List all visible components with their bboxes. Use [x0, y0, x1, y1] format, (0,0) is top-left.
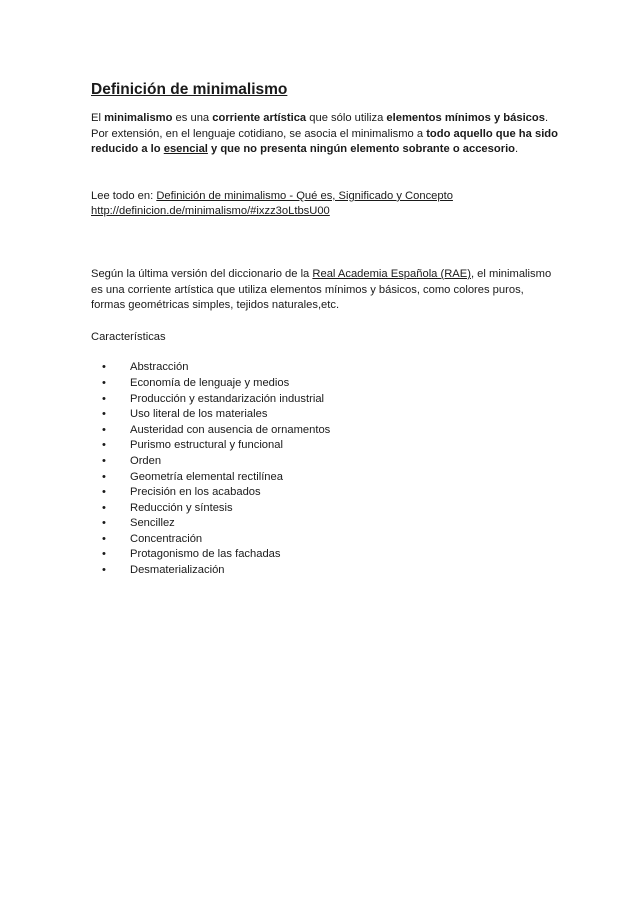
list-item-text: Concentración: [130, 532, 203, 545]
intro-bold-sobrante: y que no presenta ningún elemento sobrante o accesorio: [207, 143, 516, 156]
read-more-title-link[interactable]: Definición de minimalismo - Qué es, Significado y Concepto: [156, 189, 453, 202]
read-more-url-link[interactable]: http://definicion.de/minimalismo/#ixzz3oLtbsU00: [91, 205, 330, 218]
characteristics-heading: Características: [91, 330, 166, 343]
list-item: [91, 423, 561, 439]
page-title: Definición de minimalismo: [91, 81, 288, 98]
intro-paragraph: [91, 111, 561, 158]
rae-text-1: Según la última versión del diccionario de la: [91, 267, 313, 280]
bullet-icon: •: [102, 532, 106, 545]
list-item: [91, 563, 561, 579]
intro-text-4: . Por extensión, en el lenguaje cotidiano, se asocia el minimalismo a: [91, 112, 549, 140]
list-item-text: Orden: [130, 454, 162, 467]
intro-bold-elementos: elementos mínimos y básicos: [386, 112, 545, 124]
list-item-text: Protagonismo de las fachadas: [130, 548, 281, 561]
list-item: [91, 516, 561, 532]
intro-link-esencial[interactable]: esencial: [163, 143, 208, 156]
list-item: [91, 407, 561, 423]
rae-text-2: , el minimalismo es una corriente artística que utiliza elementos mínimos y básicos, como colores puros, formas geométricas simples, tejidos naturales,etc.: [91, 267, 552, 312]
list-item-text: Economía de lenguaje y medios: [130, 376, 290, 389]
list-item-text: Sencillez: [130, 517, 175, 530]
read-more-prefix: Lee todo en:: [91, 189, 157, 202]
list-item: [91, 376, 561, 392]
list-item-text: Abstracción: [130, 361, 189, 374]
list-item: [91, 532, 561, 548]
document-body: [91, 80, 561, 579]
bullet-icon: •: [102, 454, 106, 467]
read-more-paragraph: [91, 189, 561, 220]
bullet-icon: •: [102, 423, 106, 436]
intro-bold-todo-aquello: todo aquello que ha sido reducido a lo: [91, 127, 558, 156]
list-item: [91, 392, 561, 408]
intro-text-5: .: [515, 143, 519, 156]
list-item: [91, 438, 561, 454]
bullet-icon: •: [102, 486, 106, 499]
list-item: [91, 547, 561, 563]
list-item: [91, 485, 561, 501]
bullet-icon: •: [102, 470, 106, 483]
bullet-icon: •: [102, 564, 106, 577]
list-item: [91, 360, 561, 376]
bullet-icon: •: [102, 548, 106, 561]
list-item-text: Austeridad con ausencia de ornamentos: [130, 423, 331, 436]
list-item-text: Reducción y síntesis: [130, 501, 233, 514]
bullet-icon: •: [102, 376, 106, 389]
list-item-text: Uso literal de los materiales: [130, 408, 268, 421]
bullet-icon: •: [102, 361, 106, 374]
list-item-text: Precisión en los acabados: [130, 486, 261, 499]
bullet-icon: •: [102, 501, 106, 514]
bullet-icon: •: [102, 517, 106, 530]
list-item: [91, 454, 561, 470]
rae-link[interactable]: Real Academia Española (RAE): [312, 267, 471, 280]
intro-text-3: que sólo utiliza: [306, 112, 387, 124]
intro-text-2: es una: [172, 112, 213, 124]
rae-paragraph: [91, 267, 561, 314]
list-item-text: Purismo estructural y funcional: [130, 439, 283, 452]
bullet-icon: •: [102, 439, 106, 452]
list-item-text: Desmaterialización: [130, 564, 225, 577]
intro-bold-corriente: corriente artística: [212, 112, 307, 124]
list-item-text: Producción y estandarización industrial: [130, 392, 325, 405]
intro-text-1: El: [91, 112, 105, 124]
intro-bold-minimalismo: minimalismo: [104, 112, 173, 124]
characteristics-list: [91, 360, 561, 578]
list-item: [91, 470, 561, 486]
list-item: [91, 501, 561, 517]
bullet-icon: •: [102, 408, 106, 421]
bullet-icon: •: [102, 392, 106, 405]
list-item-text: Geometría elemental rectilínea: [130, 470, 283, 483]
